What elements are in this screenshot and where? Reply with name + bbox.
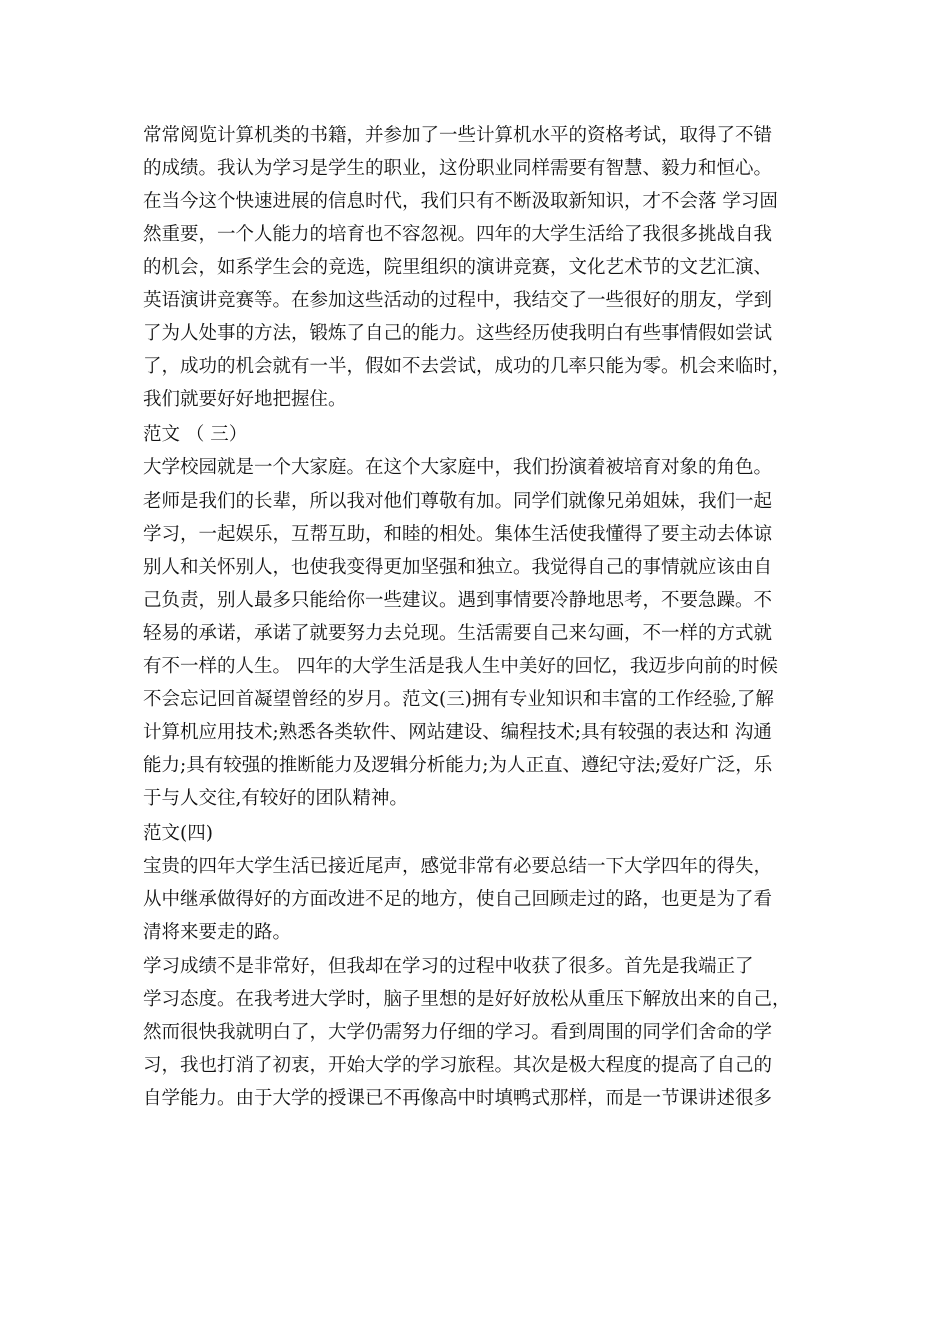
text-line: 清将来要走的路。 xyxy=(143,922,292,943)
text-line: 轻易的承诺，承诺了就要努力去兑现。生活需要自己来勾画，不一样的方式就 xyxy=(143,623,773,644)
text-line: 学习，一起娱乐，互帮互助，和睦的相处。集体生活使我懂得了要主动去体谅 xyxy=(143,524,773,545)
text-line: 在当今这个快速进展的信息时代，我们只有不断汲取新知识，才不会落 学习固 xyxy=(143,191,778,212)
text-line: 的机会，如系学生会的竞选，院里组织的演讲竞赛，文化艺术节的文艺汇演、 xyxy=(143,257,773,278)
text-line: 别人和关怀别人，也使我变得更加坚强和独立。我觉得自己的事情就应该由自 xyxy=(143,557,773,578)
text-line: 学习态度。在我考进大学时，脑子里想的是好好放松从重压下解放出来的自己， xyxy=(143,989,791,1010)
text-line: 常常阅览计算机类的书籍，并参加了一些计算机水平的资格考试，取得了不错 xyxy=(143,125,773,146)
text-line: 然重要，一个人能力的培育也不容忽视。四年的大学生活给了我很多挑战自我 xyxy=(143,224,773,245)
text-line: 我们就要好好地把握住。 xyxy=(143,389,347,410)
text-line: 己负责，别人最多只能给你一些建议。遇到事情要冷静地思考，不要急躁。不 xyxy=(143,590,773,611)
text-line: 不会忘记回首凝望曾经的岁月。范文(三)拥有专业知识和丰富的工作经验,了解 xyxy=(143,689,774,710)
text-line: 了为人处事的方法，锻炼了自己的能力。这些经历使我明白有些事情假如尝试 xyxy=(143,323,773,344)
text-line: 有不一样的人生。 四年的大学生活是我人生中美好的回忆，我迈步向前的时候 xyxy=(143,656,778,677)
text-line: 了，成功的机会就有一半，假如不去尝试，成功的几率只能为零。机会来临时， xyxy=(143,356,791,377)
text-line: 的成绩。我认为学习是学生的职业，这份职业同样需要有智慧、毅力和恒心。 xyxy=(143,158,773,179)
text-line: 宝贵的四年大学生活已接近尾声，感觉非常有必要总结一下大学四年的得失， xyxy=(143,856,773,877)
text-line: 习，我也打消了初衷，开始大学的学习旅程。其次是极大程度的提高了自己的 xyxy=(143,1055,773,1076)
section-heading: 范文(四) xyxy=(143,823,213,844)
text-line: 能力;具有较强的推断能力及逻辑分析能力;为人正直、遵纪守法;爱好广泛，乐 xyxy=(143,755,773,776)
text-line: 老师是我们的长辈，所以我对他们尊敬有加。同学们就像兄弟姐妹，我们一起 xyxy=(143,491,773,512)
text-line: 大学校园就是一个大家庭。在这个大家庭中，我们扮演着被培育对象的角色。 xyxy=(143,457,773,478)
text-line: 于与人交往,有较好的团队精神。 xyxy=(143,788,408,809)
text-line: 自学能力。由于大学的授课已不再像高中时填鸭式那样，而是一节课讲述很多 xyxy=(143,1088,773,1109)
text-line: 从中继承做得好的方面改进不足的地方，使自己回顾走过的路，也更是为了看 xyxy=(143,889,773,910)
section-heading: 范文 （ 三） xyxy=(143,424,248,445)
text-line: 然而很快我就明白了，大学仍需努力仔细的学习。看到周围的同学们舍命的学 xyxy=(143,1022,773,1043)
text-line: 英语演讲竞赛等。在参加这些活动的过程中，我结交了一些很好的朋友，学到 xyxy=(143,290,773,311)
text-line: 计算机应用技术;熟悉各类软件、网站建设、编程技术;具有较强的表达和 沟通 xyxy=(143,722,772,743)
text-line: 学习成绩不是非常好，但我却在学习的过程中收获了很多。首先是我端正了 xyxy=(143,956,754,977)
